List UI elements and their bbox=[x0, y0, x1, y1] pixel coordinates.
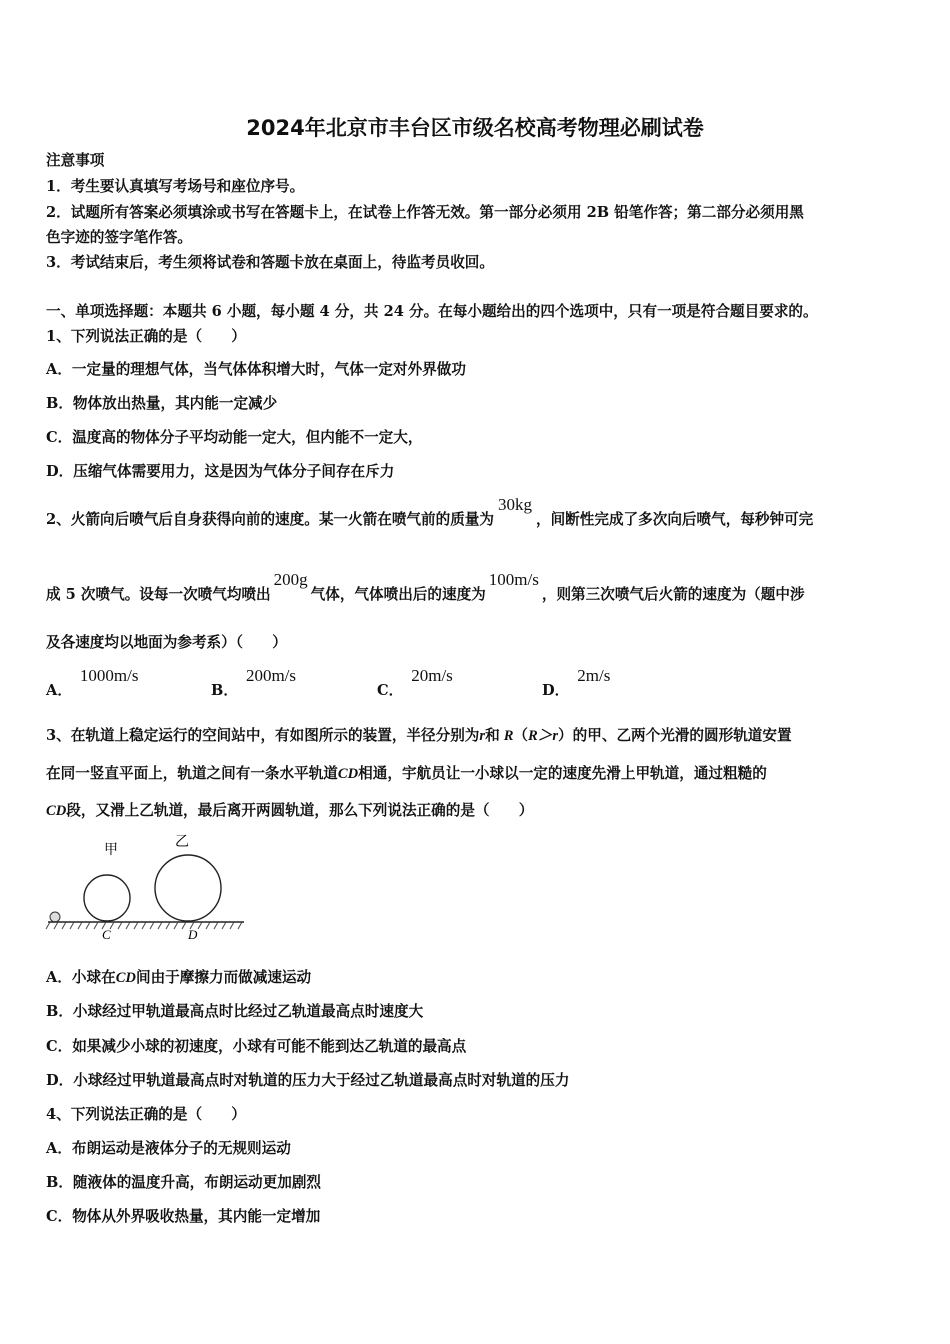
q2-gas-mass: 200g bbox=[273, 570, 308, 589]
q1-option-c: C．温度高的物体分子平均动能一定大，但内能不一定大， bbox=[46, 429, 423, 446]
page-title: 2024年北京市丰台区市级名校高考物理必刷试卷 bbox=[246, 116, 704, 140]
q1-stem: 1、下列说法正确的是（ ） bbox=[46, 328, 246, 345]
q2-text: ，则第三次喷气后火箭的速度为（题中涉 bbox=[541, 586, 805, 603]
q2-gas-speed: 100m/s bbox=[488, 570, 539, 589]
label-yi: 乙 bbox=[175, 835, 189, 850]
q2-text: ，间断性完成了多次向后喷气，每秒钟可完 bbox=[535, 511, 814, 528]
label-jia: 甲 bbox=[104, 843, 118, 858]
q4-option-a: A．布朗运动是液体分子的无规则运动 bbox=[46, 1140, 291, 1157]
q2-line-2 bbox=[46, 570, 805, 605]
q2-option-a: A．1000m/s bbox=[46, 666, 139, 699]
q3-figure bbox=[44, 828, 254, 946]
notice-heading: 注意事项 bbox=[46, 152, 105, 169]
q3-line-3: CD段，又滑上乙轨道，最后离开两圆轨道，那么下列说法正确的是（ ） bbox=[46, 802, 534, 819]
q2-option-c: C．20m/s bbox=[377, 666, 453, 699]
q3-option-c: C．如果减少小球的初速度，小球有可能不能到达乙轨道的最高点 bbox=[46, 1038, 467, 1055]
q4-option-b: B．随液体的温度升高，布朗运动更加剧烈 bbox=[46, 1174, 322, 1191]
q2-mass: 30kg bbox=[497, 495, 532, 514]
q1-option-a: A．一定量的理想气体，当气体体积增大时，气体一定对外界做功 bbox=[46, 361, 466, 378]
q3-line-2: 在同一竖直平面上，轨道之间有一条水平轨道CD相通，宇航员让一小球以一定的速度先滑上甲轨道，通过粗糙的 bbox=[46, 765, 767, 782]
ground-hatching bbox=[46, 922, 242, 929]
q2-text: 气体，气体喷出后的速度为 bbox=[310, 586, 486, 603]
q3-line-1: 3、在轨道上稳定运行的空间站中，有如图所示的装置，半径分别为r和 R（R＞r）的甲、乙两个光滑的圆形轨道安置 bbox=[46, 727, 792, 744]
large-circular-track bbox=[155, 855, 221, 921]
ball bbox=[50, 912, 60, 922]
q2-line-1 bbox=[46, 495, 814, 530]
label-d: D bbox=[188, 927, 198, 942]
notice-item: 3．考试结束后，考生须将试卷和答题卡放在桌面上，待监考员收回。 bbox=[46, 254, 494, 271]
notice-item: 2．试题所有答案必须填涂或书写在答题卡上，在试卷上作答无效。第一部分必须用 2B 铅笔作答；第二部分必须用黑 bbox=[46, 204, 804, 221]
q2-text: 成 5 次喷气。设每一次喷气均喷出 bbox=[46, 586, 271, 603]
q2-option-d: D．2m/s bbox=[542, 666, 611, 699]
q4-stem: 4、下列说法正确的是（ ） bbox=[46, 1106, 246, 1123]
q3-option-b: B．小球经过甲轨道最高点时比经过乙轨道最高点时速度大 bbox=[46, 1003, 424, 1020]
q2-line-3: 及各速度均以地面为参考系）（ ） bbox=[46, 634, 287, 651]
label-c: C bbox=[102, 927, 111, 942]
q2-text: 2、火箭向后喷气后自身获得向前的速度。某一火箭在喷气前的质量为 bbox=[46, 511, 494, 528]
q3-option-d: D．小球经过甲轨道最高点时对轨道的压力大于经过乙轨道最高点时对轨道的压力 bbox=[46, 1072, 570, 1089]
notice-item: 色字迹的签字笔作答。 bbox=[46, 229, 192, 246]
q2-option-b: B．200m/s bbox=[211, 666, 296, 699]
q1-option-b: B．物体放出热量，其内能一定减少 bbox=[46, 395, 278, 412]
small-circular-track bbox=[84, 875, 130, 921]
q3-option-a: A．小球在CD间由于摩擦力而做减速运动 bbox=[46, 969, 312, 986]
q4-option-c: C．物体从外界吸收热量，其内能一定增加 bbox=[46, 1208, 321, 1225]
q1-option-d: D．压缩气体需要用力，这是因为气体分子间存在斥力 bbox=[46, 463, 395, 480]
notice-item: 1．考生要认真填写考场号和座位序号。 bbox=[46, 178, 305, 195]
section-heading: 一、单项选择题：本题共 6 小题，每小题 4 分，共 24 分。在每小题给出的四个选项中，只有一项是符合题目要求的。 bbox=[46, 303, 818, 320]
